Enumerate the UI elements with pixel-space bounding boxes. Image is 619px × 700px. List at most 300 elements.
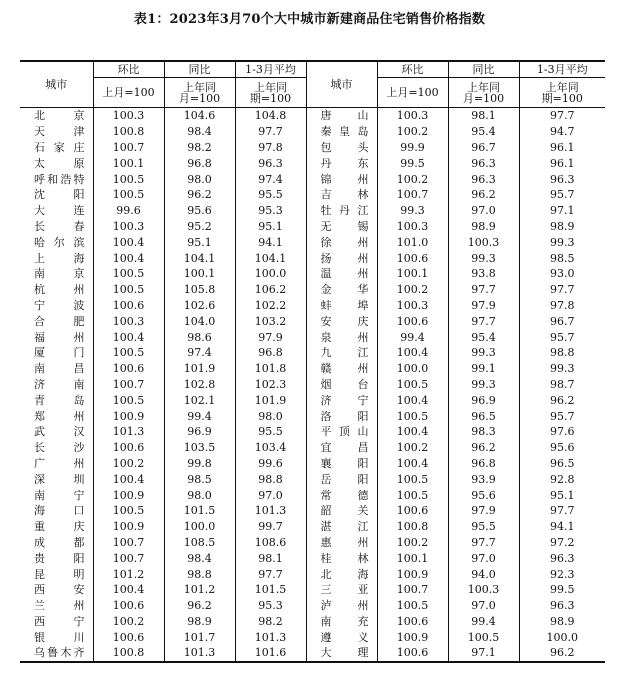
table-row <box>20 313 605 329</box>
avg-cell: 99.5 <box>519 582 605 598</box>
avg-cell: 96.8 <box>235 345 306 361</box>
mom-cell: 100.3 <box>93 313 164 329</box>
table-row <box>20 456 605 472</box>
avg-cell: 101.8 <box>235 361 306 377</box>
mom-subheader: 上月=100 <box>93 78 164 108</box>
avg-cell: 94.7 <box>519 124 605 140</box>
mom-cell: 100.2 <box>93 614 164 630</box>
city-cell: 襄 阳 <box>306 456 377 472</box>
avg-cell: 99.7 <box>235 519 306 535</box>
city-cell: 合 肥 <box>34 314 85 328</box>
city-cell: 烟 台 <box>306 377 377 393</box>
avg-cell: 98.9 <box>519 219 605 235</box>
mom-cell: 100.0 <box>377 361 448 377</box>
avg-cell: 101.3 <box>235 503 306 519</box>
yoy-cell: 96.3 <box>448 171 519 187</box>
mom-cell: 100.6 <box>93 629 164 645</box>
mom-cell: 100.2 <box>377 440 448 456</box>
mom-header: 环比 <box>93 61 164 78</box>
city-cell: 西 宁 <box>34 614 85 628</box>
avg-cell: 95.6 <box>519 440 605 456</box>
yoy-cell: 102.6 <box>164 298 235 314</box>
avg-cell: 95.1 <box>235 219 306 235</box>
city-cell: 平顶山 <box>306 424 377 440</box>
avg-cell: 96.1 <box>519 155 605 171</box>
yoy-cell: 100.3 <box>448 582 519 598</box>
city-cell: 蚌 埠 <box>306 298 377 314</box>
mom-cell: 100.8 <box>93 124 164 140</box>
avg-cell: 97.7 <box>235 566 306 582</box>
avg-cell: 104.1 <box>235 250 306 266</box>
yoy-cell: 97.9 <box>448 503 519 519</box>
table-row <box>20 282 605 298</box>
mom-cell: 100.6 <box>93 361 164 377</box>
table-row <box>20 234 605 250</box>
yoy-cell: 100.5 <box>448 629 519 645</box>
avg-cell: 103.2 <box>235 313 306 329</box>
mom-header-right: 环比 <box>377 61 448 78</box>
city-cell: 重 庆 <box>34 520 85 534</box>
avg-cell: 104.8 <box>235 108 306 124</box>
city-cell: 泸 州 <box>306 598 377 614</box>
avg-cell: 93.0 <box>519 266 605 282</box>
avg-cell: 94.1 <box>235 234 306 250</box>
yoy-cell: 96.3 <box>448 155 519 171</box>
table-row <box>20 108 605 124</box>
mom-cell: 99.3 <box>377 203 448 219</box>
avg-cell: 102.2 <box>235 298 306 314</box>
table-body <box>20 108 605 662</box>
avg-cell: 96.2 <box>519 645 605 662</box>
yoy-cell: 98.6 <box>164 329 235 345</box>
city-cell: 济 南 <box>34 377 85 391</box>
avg-cell: 99.3 <box>519 234 605 250</box>
mom-cell: 100.5 <box>377 598 448 614</box>
table-row <box>20 250 605 266</box>
avg-cell: 95.1 <box>519 487 605 503</box>
mom-cell: 100.5 <box>377 487 448 503</box>
city-cell: 太 原 <box>34 156 85 170</box>
city-cell: 包 头 <box>306 140 377 156</box>
mom-cell: 100.1 <box>377 266 448 282</box>
yoy-cell: 96.8 <box>164 155 235 171</box>
avg-cell: 96.3 <box>235 155 306 171</box>
avg-cell: 94.1 <box>519 519 605 535</box>
avg-cell: 95.7 <box>519 408 605 424</box>
mom-cell: 99.4 <box>377 329 448 345</box>
avg-cell: 98.7 <box>519 377 605 393</box>
city-cell: 洛 阳 <box>306 408 377 424</box>
city-cell: 贵 阳 <box>34 551 85 565</box>
yoy-cell: 98.9 <box>448 219 519 235</box>
yoy-cell: 95.5 <box>448 519 519 535</box>
yoy-cell: 99.4 <box>164 408 235 424</box>
mom-cell: 100.5 <box>377 377 448 393</box>
yoy-cell: 101.9 <box>164 361 235 377</box>
yoy-cell: 93.9 <box>448 471 519 487</box>
yoy-cell: 95.4 <box>448 329 519 345</box>
yoy-cell: 96.2 <box>164 598 235 614</box>
table-row <box>20 155 605 171</box>
mom-cell: 99.6 <box>93 203 164 219</box>
table-row <box>20 361 605 377</box>
mom-cell: 100.7 <box>377 582 448 598</box>
yoy-cell: 99.4 <box>448 614 519 630</box>
yoy-cell: 95.6 <box>164 203 235 219</box>
avg-cell: 98.8 <box>519 345 605 361</box>
yoy-header: 同比 <box>164 61 235 78</box>
city-cell: 昆 明 <box>34 567 85 581</box>
avg-cell: 103.4 <box>235 440 306 456</box>
mom-cell: 100.2 <box>93 456 164 472</box>
city-cell: 乌鲁木齐 <box>20 645 93 662</box>
city-cell: 南 宁 <box>34 488 85 502</box>
avg-header: 1-3月平均 <box>235 61 306 78</box>
mom-cell: 100.3 <box>93 108 164 124</box>
yoy-cell: 96.2 <box>448 440 519 456</box>
city-cell: 深 圳 <box>34 472 85 486</box>
city-cell: 韶 关 <box>306 503 377 519</box>
city-cell: 泉 州 <box>306 329 377 345</box>
city-cell: 大 连 <box>34 204 85 218</box>
yoy-cell: 103.5 <box>164 440 235 456</box>
city-cell: 福 州 <box>34 330 85 344</box>
city-cell: 岳 阳 <box>306 471 377 487</box>
table-row <box>20 550 605 566</box>
yoy-cell: 101.7 <box>164 629 235 645</box>
mom-cell: 100.5 <box>93 171 164 187</box>
avg-cell: 98.0 <box>235 408 306 424</box>
yoy-cell: 97.0 <box>448 203 519 219</box>
yoy-cell: 95.2 <box>164 219 235 235</box>
mom-cell: 99.5 <box>377 155 448 171</box>
mom-cell: 100.8 <box>377 519 448 535</box>
mom-cell: 100.9 <box>377 566 448 582</box>
table-row <box>20 614 605 630</box>
yoy-cell: 95.1 <box>164 234 235 250</box>
mom-cell: 100.4 <box>377 424 448 440</box>
avg-cell: 97.1 <box>519 203 605 219</box>
yoy-cell: 101.2 <box>164 582 235 598</box>
mom-cell: 100.6 <box>377 614 448 630</box>
yoy-cell: 100.1 <box>164 266 235 282</box>
yoy-cell: 97.4 <box>164 345 235 361</box>
table-row <box>20 440 605 456</box>
mom-cell: 100.4 <box>93 329 164 345</box>
city-cell: 扬 州 <box>306 250 377 266</box>
city-cell: 大 理 <box>306 645 377 662</box>
city-cell: 金 华 <box>306 282 377 298</box>
avg-cell: 100.0 <box>235 266 306 282</box>
city-cell: 湛 江 <box>306 519 377 535</box>
yoy-cell: 98.2 <box>164 140 235 156</box>
city-cell: 丹 东 <box>306 155 377 171</box>
avg-cell: 100.0 <box>519 629 605 645</box>
mom-cell: 100.2 <box>377 124 448 140</box>
table-row <box>20 140 605 156</box>
table-row <box>20 645 605 662</box>
avg-cell: 97.8 <box>519 298 605 314</box>
mom-cell: 100.5 <box>93 345 164 361</box>
table-row <box>20 219 605 235</box>
mom-cell: 100.6 <box>377 503 448 519</box>
mom-cell: 101.3 <box>93 424 164 440</box>
avg-subheader-right: 上年同 期=100 <box>519 78 605 108</box>
yoy-cell: 104.1 <box>164 250 235 266</box>
avg-cell: 97.7 <box>519 503 605 519</box>
avg-cell: 106.2 <box>235 282 306 298</box>
city-cell: 郑 州 <box>34 409 85 423</box>
avg-cell: 97.6 <box>519 424 605 440</box>
avg-cell: 98.1 <box>235 550 306 566</box>
avg-cell: 99.3 <box>519 361 605 377</box>
yoy-cell: 94.0 <box>448 566 519 582</box>
yoy-cell: 93.8 <box>448 266 519 282</box>
city-cell: 济 宁 <box>306 392 377 408</box>
mom-cell: 100.9 <box>93 487 164 503</box>
avg-cell: 97.7 <box>519 108 605 124</box>
city-cell: 安 庆 <box>306 313 377 329</box>
yoy-cell: 96.9 <box>448 392 519 408</box>
yoy-cell: 96.7 <box>448 140 519 156</box>
avg-cell: 98.9 <box>519 614 605 630</box>
avg-cell: 97.7 <box>519 282 605 298</box>
table-row <box>20 487 605 503</box>
table-row <box>20 503 605 519</box>
avg-cell: 98.5 <box>519 250 605 266</box>
yoy-cell: 99.3 <box>448 377 519 393</box>
yoy-cell: 97.9 <box>448 298 519 314</box>
mom-cell: 100.6 <box>377 645 448 662</box>
yoy-cell: 98.4 <box>164 124 235 140</box>
table-row <box>20 345 605 361</box>
avg-cell: 102.3 <box>235 377 306 393</box>
mom-cell: 100.5 <box>93 503 164 519</box>
city-cell: 武 汉 <box>34 425 85 439</box>
city-cell: 石家庄 <box>34 140 85 154</box>
yoy-cell: 100.0 <box>164 519 235 535</box>
mom-cell: 100.7 <box>93 550 164 566</box>
avg-cell: 97.0 <box>235 487 306 503</box>
city-cell: 海 口 <box>34 504 85 518</box>
mom-cell: 100.5 <box>93 266 164 282</box>
yoy-cell: 101.3 <box>164 645 235 662</box>
yoy-cell: 95.4 <box>448 124 519 140</box>
mom-cell: 100.9 <box>93 519 164 535</box>
avg-cell: 101.3 <box>235 629 306 645</box>
table-row <box>20 392 605 408</box>
avg-cell: 101.5 <box>235 582 306 598</box>
yoy-cell: 96.2 <box>164 187 235 203</box>
price-index-table <box>20 60 605 663</box>
mom-cell: 100.4 <box>93 234 164 250</box>
city-cell: 银 川 <box>34 630 85 644</box>
table-row <box>20 519 605 535</box>
table-row <box>20 566 605 582</box>
yoy-cell: 97.1 <box>448 645 519 662</box>
table-row <box>20 171 605 187</box>
avg-cell: 95.5 <box>235 424 306 440</box>
avg-cell: 101.6 <box>235 645 306 662</box>
yoy-cell: 99.3 <box>448 345 519 361</box>
mom-cell: 100.3 <box>377 108 448 124</box>
city-cell: 桂 林 <box>306 550 377 566</box>
mom-cell: 100.4 <box>93 250 164 266</box>
mom-cell: 100.3 <box>377 219 448 235</box>
city-cell: 青 岛 <box>34 393 85 407</box>
avg-cell: 99.6 <box>235 456 306 472</box>
avg-cell: 95.5 <box>235 187 306 203</box>
city-cell: 九 江 <box>306 345 377 361</box>
city-cell: 呼和浩特 <box>34 172 85 186</box>
mom-cell: 100.1 <box>377 550 448 566</box>
yoy-cell: 98.9 <box>164 614 235 630</box>
avg-cell: 96.3 <box>519 598 605 614</box>
city-cell: 惠 州 <box>306 535 377 551</box>
yoy-cell: 98.3 <box>448 424 519 440</box>
mom-cell: 100.3 <box>93 219 164 235</box>
city-cell: 南 京 <box>34 267 85 281</box>
yoy-cell: 98.4 <box>164 550 235 566</box>
mom-cell: 100.2 <box>377 282 448 298</box>
mom-cell: 100.6 <box>377 313 448 329</box>
mom-cell: 100.4 <box>93 582 164 598</box>
yoy-cell: 101.5 <box>164 503 235 519</box>
yoy-cell: 98.5 <box>164 471 235 487</box>
city-cell: 上 海 <box>34 251 85 265</box>
mom-cell: 100.4 <box>377 345 448 361</box>
mom-cell: 100.1 <box>93 155 164 171</box>
mom-cell: 100.7 <box>93 377 164 393</box>
city-cell: 北 海 <box>306 566 377 582</box>
city-cell: 南 昌 <box>34 362 85 376</box>
city-cell: 成 都 <box>34 535 85 549</box>
avg-cell: 92.3 <box>519 566 605 582</box>
city-cell: 杭 州 <box>34 283 85 297</box>
avg-header-right: 1-3月平均 <box>519 61 605 78</box>
mom-cell: 100.6 <box>377 250 448 266</box>
table-row <box>20 471 605 487</box>
avg-cell: 101.9 <box>235 392 306 408</box>
avg-cell: 97.2 <box>519 535 605 551</box>
city-cell: 无 锡 <box>306 219 377 235</box>
city-cell: 长 沙 <box>34 441 85 455</box>
avg-subheader: 上年同 期=100 <box>235 78 306 108</box>
yoy-cell: 96.8 <box>448 456 519 472</box>
avg-cell: 96.1 <box>519 140 605 156</box>
table-row <box>20 266 605 282</box>
avg-cell: 98.8 <box>235 471 306 487</box>
table-row <box>20 298 605 314</box>
avg-cell: 96.7 <box>519 313 605 329</box>
table-row <box>20 582 605 598</box>
avg-cell: 96.2 <box>519 392 605 408</box>
city-cell: 北 京 <box>34 109 85 123</box>
yoy-cell: 97.7 <box>448 535 519 551</box>
city-cell: 常 德 <box>306 487 377 503</box>
mom-cell: 100.6 <box>93 598 164 614</box>
mom-subheader-right: 上月=100 <box>377 78 448 108</box>
avg-cell: 96.3 <box>519 550 605 566</box>
avg-cell: 95.7 <box>519 329 605 345</box>
city-cell: 哈尔滨 <box>34 235 85 249</box>
yoy-cell: 95.6 <box>448 487 519 503</box>
city-cell: 长 春 <box>34 219 85 233</box>
avg-cell: 96.5 <box>519 456 605 472</box>
avg-cell: 95.7 <box>519 187 605 203</box>
mom-cell: 100.6 <box>93 440 164 456</box>
city-cell: 宜 昌 <box>306 440 377 456</box>
mom-cell: 100.5 <box>93 282 164 298</box>
city-cell: 唐 山 <box>306 108 377 124</box>
city-cell: 遵 义 <box>306 629 377 645</box>
mom-cell: 100.8 <box>93 645 164 662</box>
avg-cell: 92.8 <box>519 471 605 487</box>
mom-cell: 100.7 <box>377 187 448 203</box>
mom-cell: 100.9 <box>93 408 164 424</box>
mom-cell: 100.5 <box>377 408 448 424</box>
yoy-cell: 98.0 <box>164 171 235 187</box>
city-cell: 赣 州 <box>306 361 377 377</box>
yoy-cell: 100.3 <box>448 234 519 250</box>
avg-cell: 97.4 <box>235 171 306 187</box>
mom-cell: 100.7 <box>93 535 164 551</box>
table-row <box>20 424 605 440</box>
yoy-cell: 102.1 <box>164 392 235 408</box>
mom-cell: 101.0 <box>377 234 448 250</box>
mom-cell: 101.2 <box>93 566 164 582</box>
yoy-cell: 105.8 <box>164 282 235 298</box>
city-cell: 吉 林 <box>306 187 377 203</box>
city-header: 城市 <box>20 61 93 108</box>
mom-cell: 100.2 <box>377 535 448 551</box>
city-cell: 三 亚 <box>306 582 377 598</box>
city-cell: 沈 阳 <box>34 188 85 202</box>
yoy-cell: 97.0 <box>448 550 519 566</box>
mom-cell: 100.2 <box>377 171 448 187</box>
city-cell: 宁 波 <box>34 298 85 312</box>
yoy-cell: 98.1 <box>448 108 519 124</box>
city-header-right: 城市 <box>306 61 377 108</box>
avg-cell: 97.7 <box>235 124 306 140</box>
table-row <box>20 203 605 219</box>
yoy-cell: 104.0 <box>164 313 235 329</box>
yoy-cell: 97.7 <box>448 313 519 329</box>
mom-cell: 100.4 <box>93 471 164 487</box>
table-row <box>20 408 605 424</box>
city-cell: 天 津 <box>34 125 85 139</box>
avg-cell: 95.3 <box>235 598 306 614</box>
table-row <box>20 598 605 614</box>
city-cell: 西 安 <box>34 583 85 597</box>
city-cell: 南 充 <box>306 614 377 630</box>
avg-cell: 96.3 <box>519 171 605 187</box>
yoy-cell: 98.0 <box>164 487 235 503</box>
mom-cell: 100.5 <box>93 187 164 203</box>
city-cell: 温 州 <box>306 266 377 282</box>
mom-cell: 100.7 <box>93 140 164 156</box>
mom-cell: 100.5 <box>377 471 448 487</box>
yoy-cell: 99.8 <box>164 456 235 472</box>
mom-cell: 100.3 <box>377 298 448 314</box>
table-row <box>20 377 605 393</box>
yoy-cell: 97.0 <box>448 598 519 614</box>
table-row <box>20 629 605 645</box>
yoy-cell: 98.8 <box>164 566 235 582</box>
yoy-cell: 102.8 <box>164 377 235 393</box>
city-cell: 秦皇岛 <box>306 124 377 140</box>
avg-cell: 98.2 <box>235 614 306 630</box>
